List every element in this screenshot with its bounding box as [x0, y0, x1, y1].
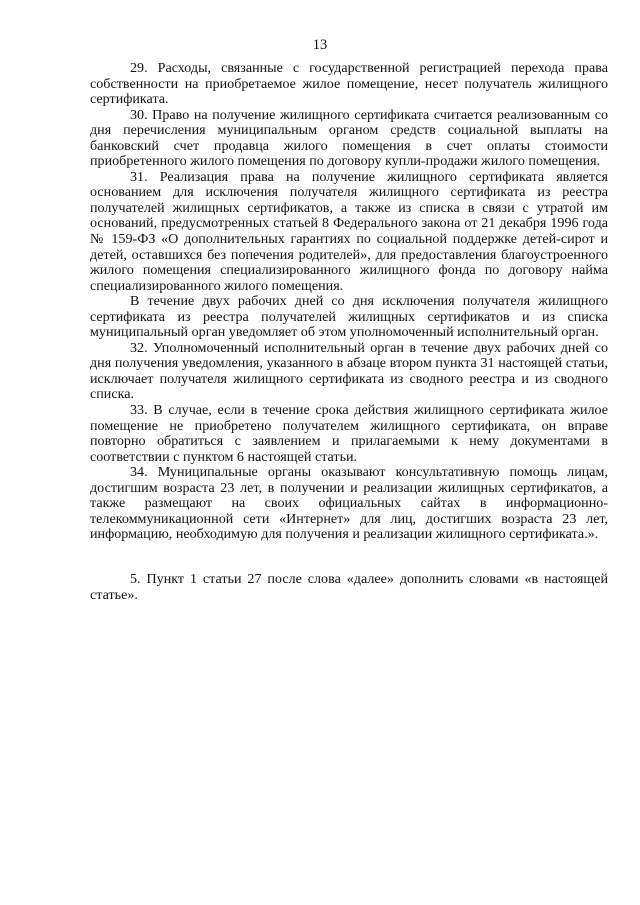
paragraph-33: 33. В случае, если в течение срока действия жилищного сертификата жилое помещение не приобретено получателем жилищного сертификата, он вправе повторно обратиться с заявлением и прилагаемыми к нему документами в соответствии с пунктом 6 настоящей статьи. [90, 402, 608, 465]
paragraph-gap [90, 543, 608, 572]
paragraph-34: 34. Муниципальные органы оказывают консультативную помощь лицам, достигшим возраста 23 лет, в получении и реализации жилищных сертификатов, а также размещают на своих официальных сайтах в информационно-телекоммуникационной сети «Интернет» для лиц, достигших возраста 23 лет, информацию, необходимую для получения и реализации жилищного сертификата.». [90, 464, 608, 543]
paragraph-32: 32. Уполномоченный исполнительный орган в течение двух рабочих дней со дня получения уведомления, указанного в абзаце втором пункта 31 настоящей статьи, исключает получателя жилищного сертификата из сводного реестра и из сводного списка. [90, 339, 608, 403]
document-body [90, 61, 608, 603]
page-number: 13 [312, 37, 328, 53]
paragraph-31: 31. Реализация права на получение жилищного сертификата является основанием для исключения получателя жилищного сертификата из реестра получателей жилищных сертификатов, а также из списка в связи с утратой им оснований, предусмотренных статьей 8 Федерального закона от 21 декабря 1996 года № 159-ФЗ «О дополнительных гарантиях по социальной поддержке детей-сирот и детей, оставшихся без попечения родителей», для предоставления благоустроенного жилого помещения специализированного жилищного фонда по договору найма специализированного жилого помещения. [90, 168, 608, 294]
paragraph-31-second: В течение двух рабочих дней со дня исключения получателя жилищного сертификата из реестра получателей жилищных сертификатов и из списка муниципальный орган уведомляет об этом уполномоченный исполнительный орган. [90, 293, 608, 341]
paragraph-30: 30. Право на получение жилищного сертификата считается реализованным со дня перечисления муниципальным органом средств социальной выплаты на банковский счет продавца жилого помещения в счет оплаты стоимости приобретенного жилого помещения по договору купли-продажи жилого помещения. [90, 106, 608, 170]
paragraph-29: 29. Расходы, связанные с государственной регистрацией перехода права собственности на приобретаемое жилое помещение, несет получатель жилищного сертификата. [90, 60, 608, 108]
paragraph-amendment-5: 5. Пункт 1 статьи 27 после слова «далее» дополнить словами «в настоящей статье». [90, 570, 608, 603]
